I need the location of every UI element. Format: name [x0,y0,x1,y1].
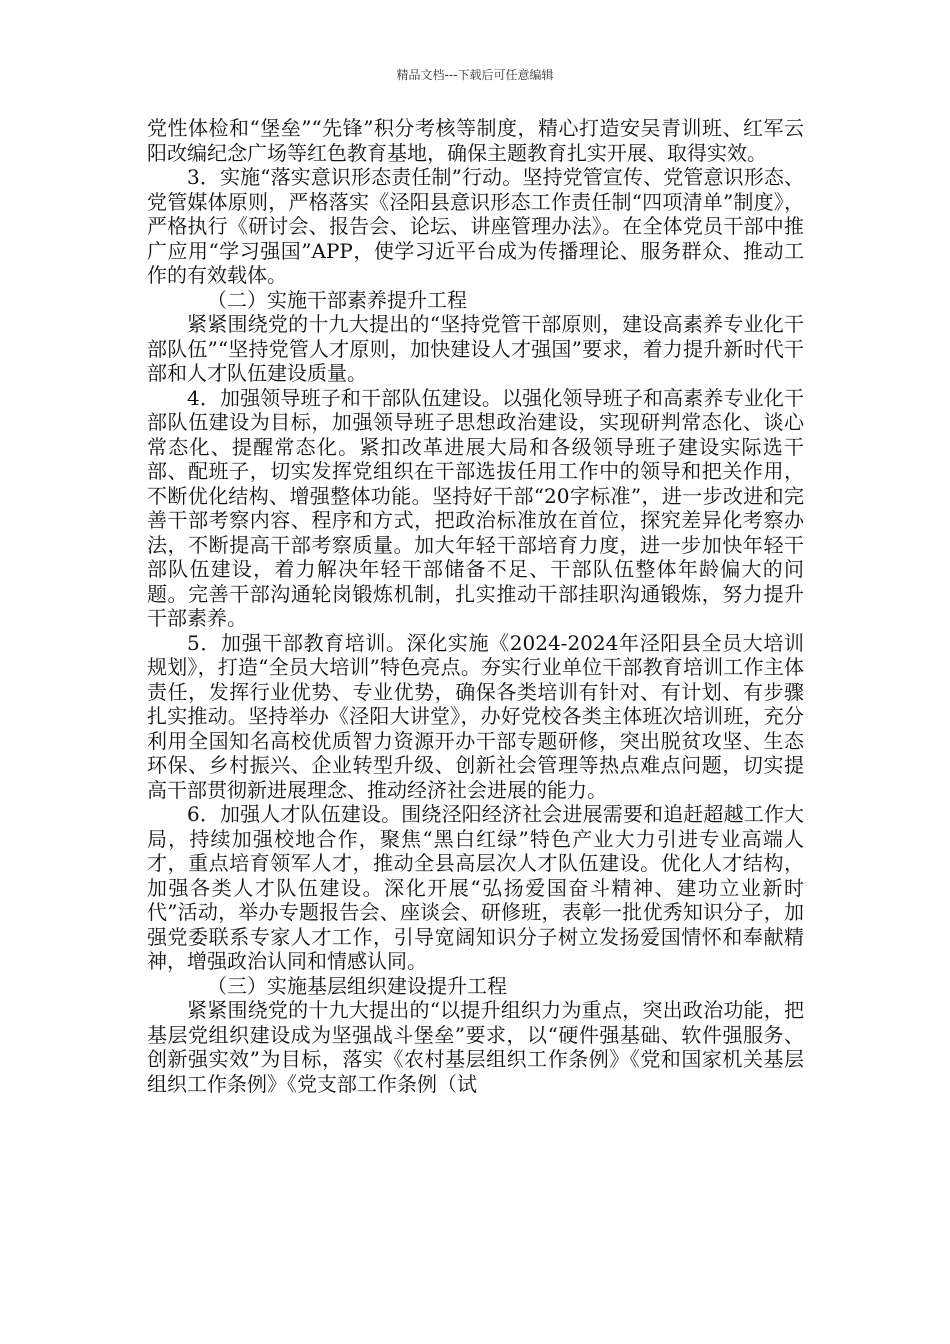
paragraph-section-3-intro: 紧紧围绕党的十九大提出的“以提升组织力为重点，突出政治功能，把基层党组织建设成为坚强战斗堡垒”要求，以“硬件强基础、软件强服务、创新强实效”为目标，落实《农村基层组织工作条例》《党和国家机关基层组织工作条例》《党支部工作条例（试 [147,998,804,1096]
paragraph-item-5: 5．加强干部教育培训。深化实施《2024-2024年泾阳县全员大培训规划》，打造“全员大培训”特色亮点。夯实行业单位干部教育培训工作主体责任，发挥行业优势、专业优势，确保各类培训有针对、有计划、有步骤扎实推动。坚持举办《泾阳大讲堂》，办好党校各类主体班次培训班，充分利用全国知名高校优质智力资源开办干部专题研修，突出脱贫攻坚、生态环保、乡村振兴、企业转型升级、创新社会管理等热点难点问题，切实提高干部贯彻新进展理念、推动经济社会进展的能力。 [147,630,804,802]
paragraph-continuation: 党性体检和“堡垒”“先锋”积分考核等制度，精心打造安吴青训班、红军云阳改编纪念广场等红色教育基地，确保主题教育扎实开展、取得实效。 [147,116,804,165]
paragraph-item-4: 4．加强领导班子和干部队伍建设。以强化领导班子和高素养专业化干部队伍建设为目标，加强领导班子思想政治建设，实现研判常态化、谈心常态化、提醒常态化。紧扣改革进展大局和各级领导班子建设实际选干部、配班子，切实发挥党组织在干部选拔任用工作中的领导和把关作用，不断优化结构、增强整体功能。坚持好干部“20字标准”，进一步改进和完善干部考察内容、程序和方式，把政治标准放在首位，探究差异化考察办法，不断提高干部考察质量。加大年轻干部培育力度，进一步加快年轻干部队伍建设，着力解决年轻干部储备不足、干部队伍整体年龄偏大的问题。完善干部沟通轮岗锻炼机制，扎实推动干部挂职沟通锻炼，努力提升干部素养。 [147,385,804,630]
paragraph-item-3: 3．实施“落实意识形态责任制”行动。坚持党管宣传、党管意识形态、党管媒体原则，严格落实《泾阳县意识形态工作责任制“四项清单”制度》，严格执行《研讨会、报告会、论坛、讲座管理办法》。在全体党员干部中推广应用“学习强国”APP，使学习近平台成为传播理论、服务群众、推动工作的有效载体。 [147,165,804,287]
page-header: 精品文档---下载后可任意编辑 [396,68,554,82]
section-heading-3: （三）实施基层组织建设提升工程 [207,973,507,998]
document-body [147,116,804,1096]
paragraph-section-2-intro: 紧紧围绕党的十九大提出的“坚持党管干部原则，建设高素养专业化干部队伍”“坚持党管人才原则，加快建设人才强国”要求，着力提升新时代干部和人才队伍建设质量。 [147,312,804,385]
paragraph-item-6: 6．加强人才队伍建设。围绕泾阳经济社会进展需要和追赶超越工作大局，持续加强校地合作，聚焦“黑白红绿”特色产业大力引进专业高端人才，重点培育领军人才，推动全县高层次人才队伍建设。优化人才结构，加强各类人才队伍建设。深化开展“弘扬爱国奋斗精神、建功立业新时代”活动，举办专题报告会、座谈会、研修班，表彰一批优秀知识分子，加强党委联系专家人才工作，引导宽阔知识分子树立发扬爱国情怀和奉献精神，增强政治认同和情感认同。 [147,802,804,973]
section-heading-2: （二）实施干部素养提升工程 [207,287,467,312]
